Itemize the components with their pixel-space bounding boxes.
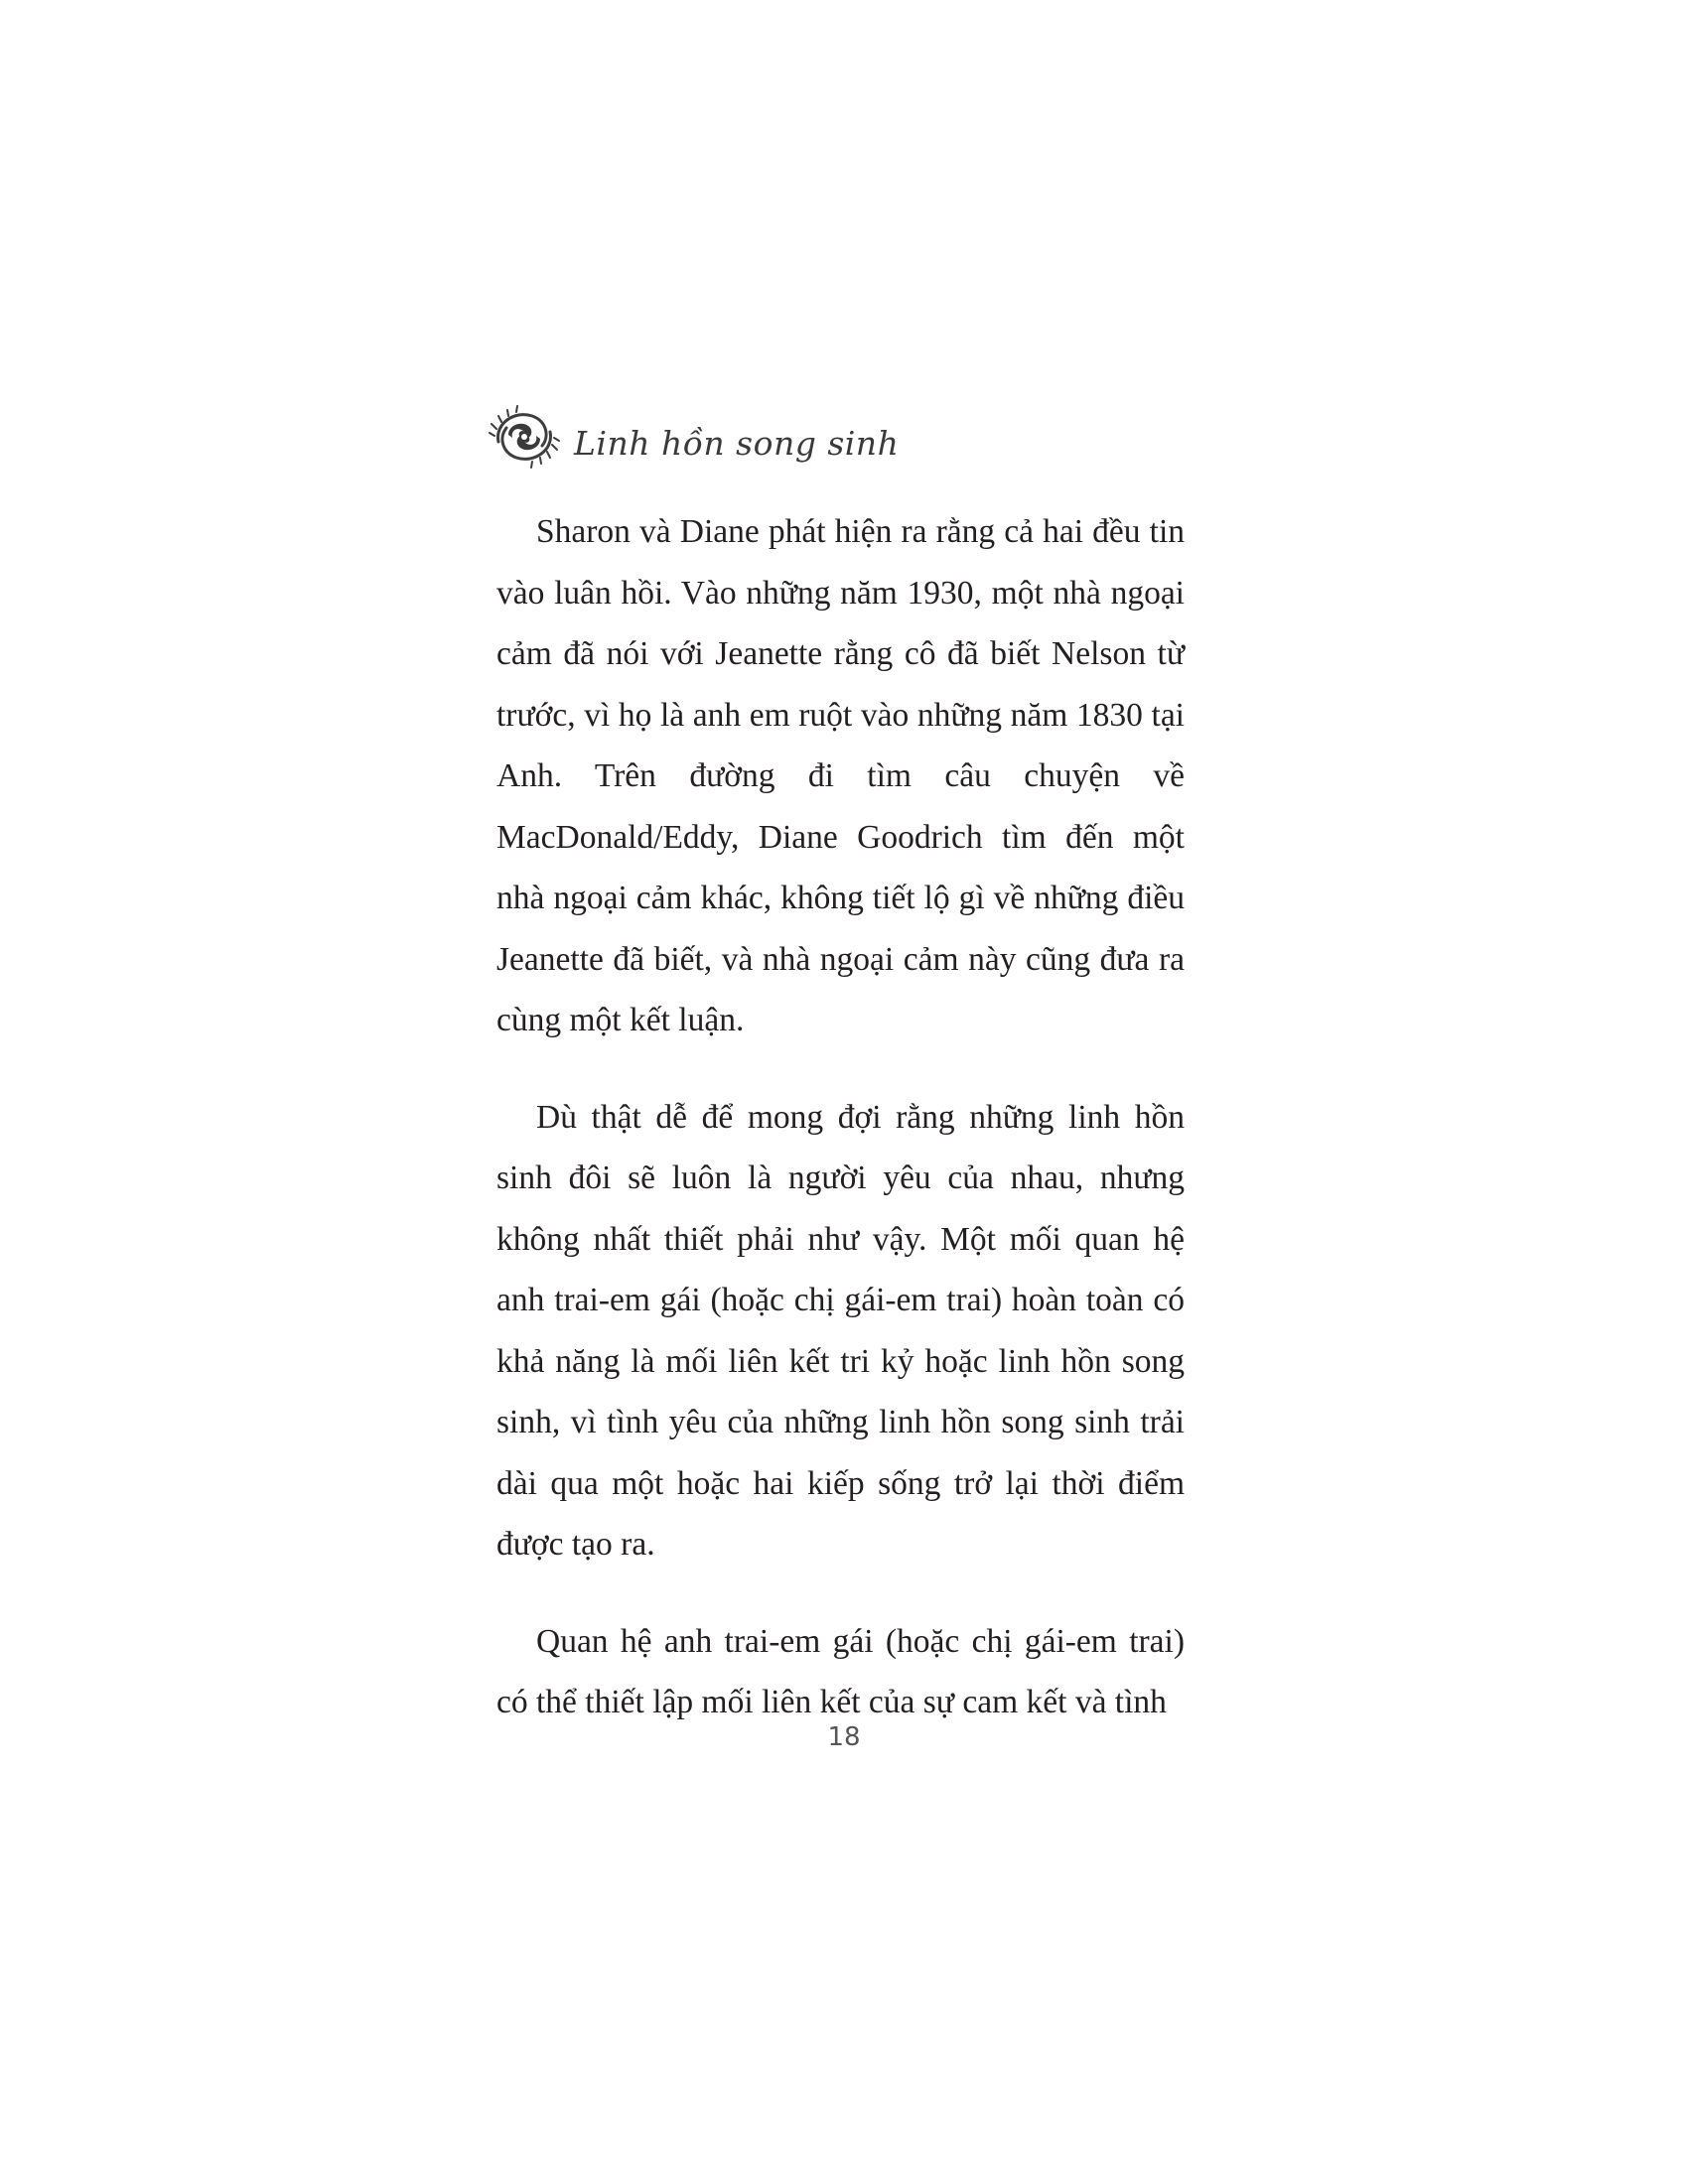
swirl-ornament-icon — [485, 402, 564, 472]
paragraph: Dù thật dễ để mong đợi rằng những linh hồn sinh đôi sẽ luôn là người yêu của nhau, nhưng không nhất thiết phải như vậy. Một mối quan hệ anh trai-em gái (hoặc chị gái-em trai) hoàn toàn có khả năng là mối liên kết tri kỷ hoặc linh hồn song sinh, vì tình yêu của những linh hồn song sinh trải dài qua một hoặc hai kiếp sống trở lại thời điểm được tạo ra. — [496, 1098, 1185, 1563]
paragraph: Quan hệ anh trai-em gái (hoặc chị gái-em trai) có thể thiết lập mối liên kết của sự cam kết và tình — [496, 1622, 1185, 1720]
running-header — [485, 397, 899, 477]
page-number: 18 — [827, 1722, 861, 1752]
running-header-title: Linh hồn song sinh — [574, 423, 900, 463]
body-text — [496, 501, 1185, 1769]
paragraph: Sharon và Diane phát hiện ra rằng cả hai đều tin vào luân hồi. Vào những năm 1930, một nhà ngoại cảm đã nói với Jeanette rằng cô đã biết Nelson từ trước, vì họ là anh em ruột vào những năm 1830 tại Anh. Trên đường đi tìm câu chuyện về MacDonald/Eddy, Diane Goodrich tìm đến một nhà ngoại cảm khác, không tiết lộ gì về những điều Jeanette đã biết, và nhà ngoại cảm này cũng đưa ra cùng một kết luận. — [496, 513, 1185, 1038]
